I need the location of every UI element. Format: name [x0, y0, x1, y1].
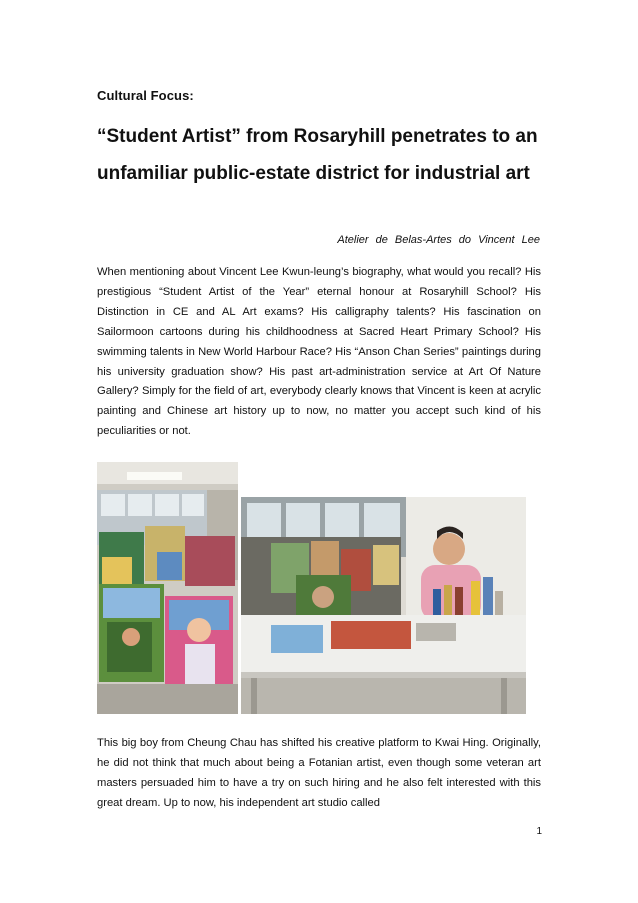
page-number: 1 — [536, 826, 542, 837]
section-label: Cultural Focus: — [97, 88, 194, 103]
paragraph-2: This big boy from Cheung Chau has shifted his creative platform to Kwai Hing. Originally, he did not think that much about being a Fotanian artist, even though some veteran art masters persuaded him to have a try on such hiring and he also felt interested with this great dream. Up to now, his independent art studio called — [97, 737, 541, 809]
artist-at-desk-photo — [241, 497, 526, 714]
byline: Atelier de Belas-Artes do Vincent Lee — [337, 234, 540, 246]
studio-paintings-photo — [97, 462, 238, 714]
paragraph-1: When mentioning about Vincent Lee Kwun-leung’s biography, what would you recall? His prestigious “Student Artist of the Year” eternal honour at Rosaryhill School? His Distinction in CE and AL Art exams? His calligraphy talents? His fascination on Sailormoon cartoons during his childhoodness at Sacred Heart Primary School? His swimming talents in New World Harbour Race? His “Anson Chan Series” paintings during his university graduation show? His past art-administration service at Art Of Nature Gallery? Simply for the field of art, everybody clearly knows that Vincent is keen at acrylic painting and Chinese art history up to now, no matter you accept such kind of his peculiarities or not. — [97, 266, 541, 438]
article-title: “Student Artist” from Rosaryhill penetrates to an unfamiliar public-estate district for industrial art — [97, 126, 538, 184]
